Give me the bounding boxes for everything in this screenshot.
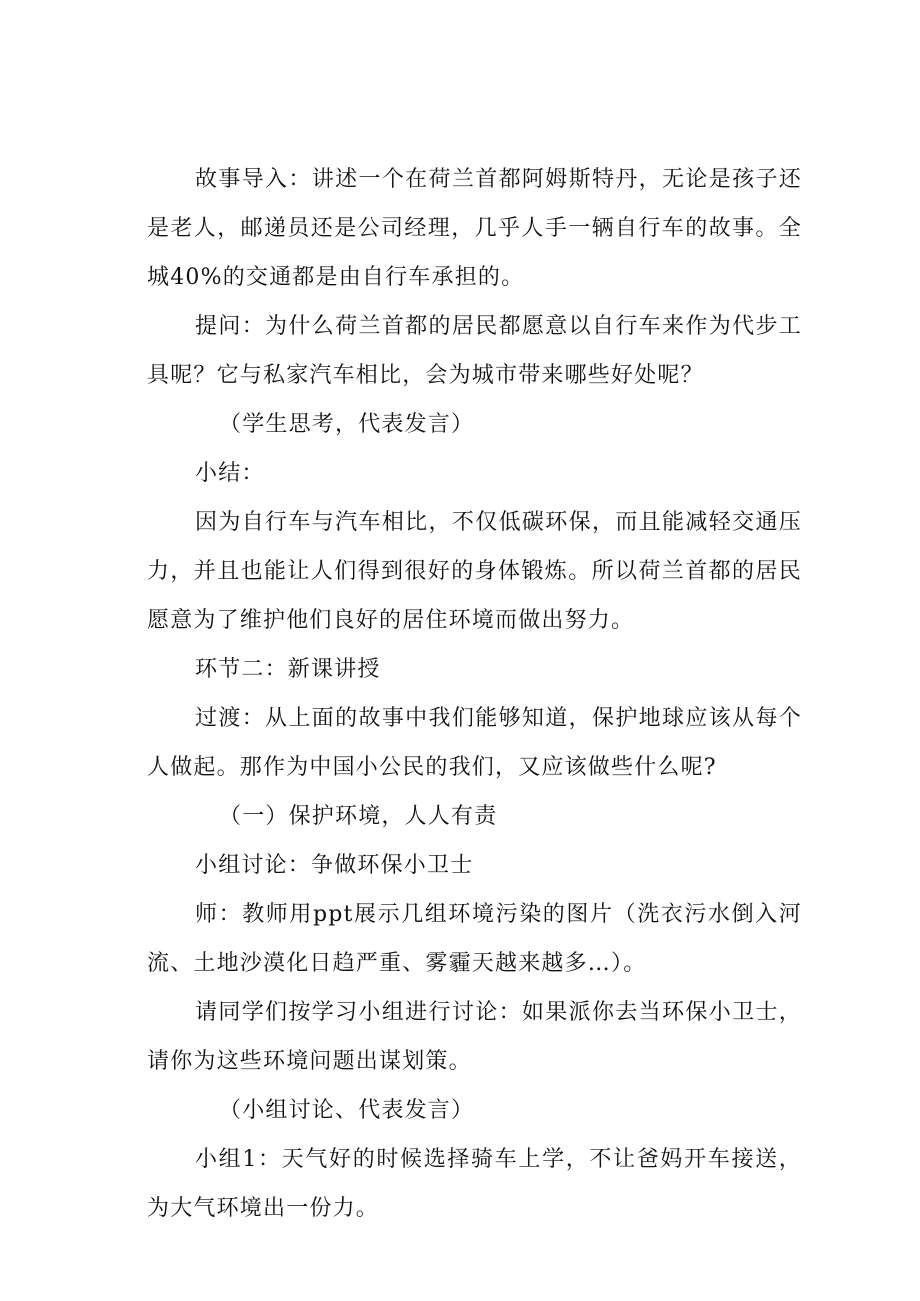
paragraph-story-intro: 故事导入：讲述一个在荷兰首都阿姆斯特丹，无论是孩子还是老人，邮递员还是公司经理，几乎人手一辆自行车的故事。全城40%的交通都是由自行车承担的。	[147, 167, 802, 290]
paragraph-student-thinking: （学生思考，代表发言）	[219, 412, 475, 437]
subsection-heading-protect-environment: （一）保护环境，人人有责	[219, 804, 498, 829]
paragraph-discussion-prompt: 请同学们按学习小组进行讨论：如果派你去当环保小卫士，请你为这些环境问题出谋划策。	[147, 1000, 802, 1074]
paragraph-teacher-ppt: 师：教师用ppt展示几组环境污染的图片（洗衣污水倒入河流、土地沙漠化日趋严重、雾霾天越来越多…）。	[147, 902, 802, 976]
document-body	[147, 155, 802, 1233]
paragraph-group-discussion: 小组讨论：争做环保小卫士	[195, 853, 474, 878]
paragraph-summary-label: 小结：	[195, 461, 265, 486]
paragraph-transition: 过渡：从上面的故事中我们能够知道，保护地球应该从每个人做起。那作为中国小公民的我们，又应该做些什么呢?	[147, 706, 802, 780]
section-heading-new-lesson: 环节二：新课讲授	[195, 657, 381, 682]
paragraph-group-speak: （小组讨论、代表发言）	[219, 1098, 475, 1123]
paragraph-group-1: 小组1：天气好的时候选择骑车上学，不让爸妈开车接送，为大气环境出一份力。	[147, 1147, 802, 1221]
paragraph-summary: 因为自行车与汽车相比，不仅低碳环保，而且能减轻交通压力，并且也能让人们得到很好的身体锻炼。所以荷兰首都的居民愿意为了维护他们良好的居住环境而做出努力。	[147, 510, 802, 633]
paragraph-question: 提问：为什么荷兰首都的居民都愿意以自行车来作为代步工具呢？它与私家汽车相比，会为城市带来哪些好处呢？	[147, 314, 802, 388]
